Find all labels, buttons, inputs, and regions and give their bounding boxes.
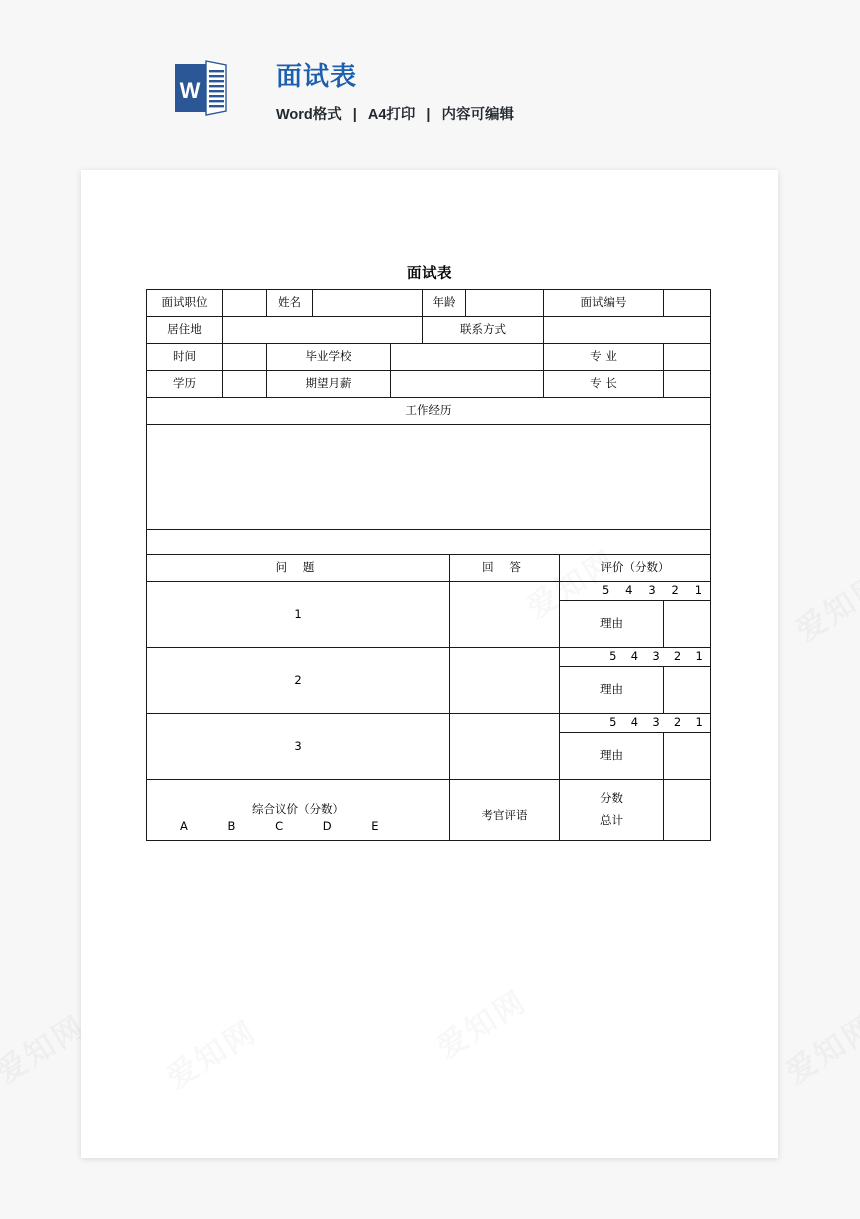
field-expected-salary[interactable] bbox=[391, 371, 544, 398]
label-work-experience: 工作经历 bbox=[147, 398, 711, 425]
score-option-5[interactable]: 5 bbox=[609, 649, 617, 664]
table-row-position bbox=[147, 290, 711, 317]
header-evaluation: 评价（分数） bbox=[560, 555, 711, 582]
score-option-3[interactable]: 3 bbox=[648, 583, 656, 598]
header-answer: 回 答 bbox=[450, 555, 560, 582]
score-option-2[interactable]: 2 bbox=[673, 649, 682, 664]
label-age: 年龄 bbox=[423, 290, 466, 317]
table-row-question-3-score bbox=[147, 714, 711, 733]
header-question: 问 题 bbox=[147, 555, 450, 582]
table-row-education bbox=[147, 371, 711, 398]
banner-meta-editable: 内容可编辑 bbox=[441, 107, 514, 123]
label-expected-salary: 期望月薪 bbox=[267, 371, 391, 398]
grade-options[interactable]: A B C D E bbox=[180, 818, 397, 833]
table-row-qa-header bbox=[147, 555, 711, 582]
field-graduate-school[interactable] bbox=[391, 344, 544, 371]
label-major: 专 业 bbox=[544, 344, 664, 371]
label-time: 时间 bbox=[147, 344, 223, 371]
field-residence[interactable] bbox=[223, 317, 423, 344]
label-reason-2: 理由 bbox=[560, 667, 664, 714]
watermark bbox=[427, 977, 534, 1067]
watermark bbox=[157, 1007, 264, 1097]
label-overall-grade: 综合议价（分数） bbox=[252, 802, 344, 817]
score-strip-2[interactable] bbox=[560, 648, 711, 667]
score-option-5[interactable]: 5 bbox=[601, 583, 610, 598]
score-option-3[interactable]: 3 bbox=[652, 715, 660, 730]
field-question-1[interactable]: 1 bbox=[147, 582, 450, 648]
field-answer-1[interactable] bbox=[450, 582, 560, 648]
score-option-1[interactable]: 1 bbox=[694, 583, 703, 598]
field-contact[interactable] bbox=[544, 317, 711, 344]
field-age[interactable] bbox=[466, 290, 544, 317]
banner-meta-separator-1: | bbox=[352, 107, 357, 123]
watermark bbox=[0, 1002, 93, 1092]
word-document-icon bbox=[174, 60, 228, 116]
field-name[interactable] bbox=[313, 290, 423, 317]
banner-title: 面试表 bbox=[276, 61, 358, 91]
table-row-work-body bbox=[147, 425, 711, 530]
document-title: 面试表 bbox=[407, 266, 452, 282]
label-reason-1: 理由 bbox=[560, 601, 664, 648]
label-total-score-line1: 分数 bbox=[600, 791, 623, 806]
score-option-5[interactable]: 5 bbox=[609, 715, 617, 730]
score-option-4[interactable]: 4 bbox=[630, 649, 639, 664]
field-answer-3[interactable] bbox=[450, 714, 560, 780]
svg-text:W: W bbox=[179, 78, 201, 103]
field-total-score[interactable] bbox=[664, 780, 711, 841]
field-spacer[interactable] bbox=[147, 530, 711, 555]
field-reason-3[interactable] bbox=[664, 733, 711, 780]
field-interview-number[interactable] bbox=[664, 290, 711, 317]
table-row-residence bbox=[147, 317, 711, 344]
page-banner bbox=[0, 0, 860, 170]
field-reason-1[interactable] bbox=[664, 601, 711, 648]
score-strip-3[interactable] bbox=[560, 714, 711, 733]
label-name: 姓名 bbox=[267, 290, 313, 317]
label-education: 学历 bbox=[147, 371, 223, 398]
score-strip-1[interactable] bbox=[560, 582, 711, 601]
label-interview-number: 面试编号 bbox=[544, 290, 664, 317]
field-major[interactable] bbox=[664, 344, 711, 371]
field-reason-2[interactable] bbox=[664, 667, 711, 714]
field-specialty[interactable] bbox=[664, 371, 711, 398]
watermark bbox=[786, 560, 860, 650]
table-row-question-2-score bbox=[147, 648, 711, 667]
score-option-2[interactable]: 2 bbox=[673, 715, 682, 730]
label-total-score bbox=[560, 780, 664, 841]
score-option-3[interactable]: 3 bbox=[652, 649, 660, 664]
score-option-4[interactable]: 4 bbox=[630, 715, 639, 730]
field-question-2[interactable]: 2 bbox=[147, 648, 450, 714]
score-option-1[interactable]: 1 bbox=[695, 715, 703, 730]
score-option-2[interactable]: 2 bbox=[671, 583, 679, 598]
banner-meta-print: A4打印 bbox=[367, 107, 416, 123]
watermark bbox=[776, 1002, 860, 1092]
table-row-school bbox=[147, 344, 711, 371]
label-examiner-comment: 考官评语 bbox=[481, 808, 528, 823]
field-work-experience[interactable] bbox=[147, 425, 711, 530]
banner-meta bbox=[276, 103, 514, 124]
label-interview-position: 面试职位 bbox=[147, 290, 223, 317]
table-row-question-1-score bbox=[147, 582, 711, 601]
document-page bbox=[81, 170, 778, 1158]
label-reason-3: 理由 bbox=[560, 733, 664, 780]
label-specialty: 专 长 bbox=[544, 371, 664, 398]
label-contact: 联系方式 bbox=[423, 317, 544, 344]
table-row-spacer bbox=[147, 530, 711, 555]
label-graduate-school: 毕业学校 bbox=[267, 344, 391, 371]
score-option-1[interactable]: 1 bbox=[695, 649, 703, 664]
table-row-summary bbox=[147, 780, 711, 841]
label-residence: 居住地 bbox=[147, 317, 223, 344]
banner-meta-format: Word格式 bbox=[276, 107, 342, 123]
field-time[interactable] bbox=[223, 344, 267, 371]
label-total-score-line2: 总计 bbox=[600, 813, 623, 827]
field-question-3[interactable]: 3 bbox=[147, 714, 450, 780]
field-answer-2[interactable] bbox=[450, 648, 560, 714]
interview-form-table bbox=[146, 289, 711, 841]
banner-meta-separator-2: | bbox=[426, 107, 431, 123]
field-education[interactable] bbox=[223, 371, 267, 398]
table-row-work-header bbox=[147, 398, 711, 425]
field-examiner-comment[interactable] bbox=[450, 780, 560, 841]
field-interview-position[interactable] bbox=[223, 290, 267, 317]
cell-overall-grade[interactable] bbox=[147, 780, 450, 841]
score-option-4[interactable]: 4 bbox=[625, 583, 633, 598]
